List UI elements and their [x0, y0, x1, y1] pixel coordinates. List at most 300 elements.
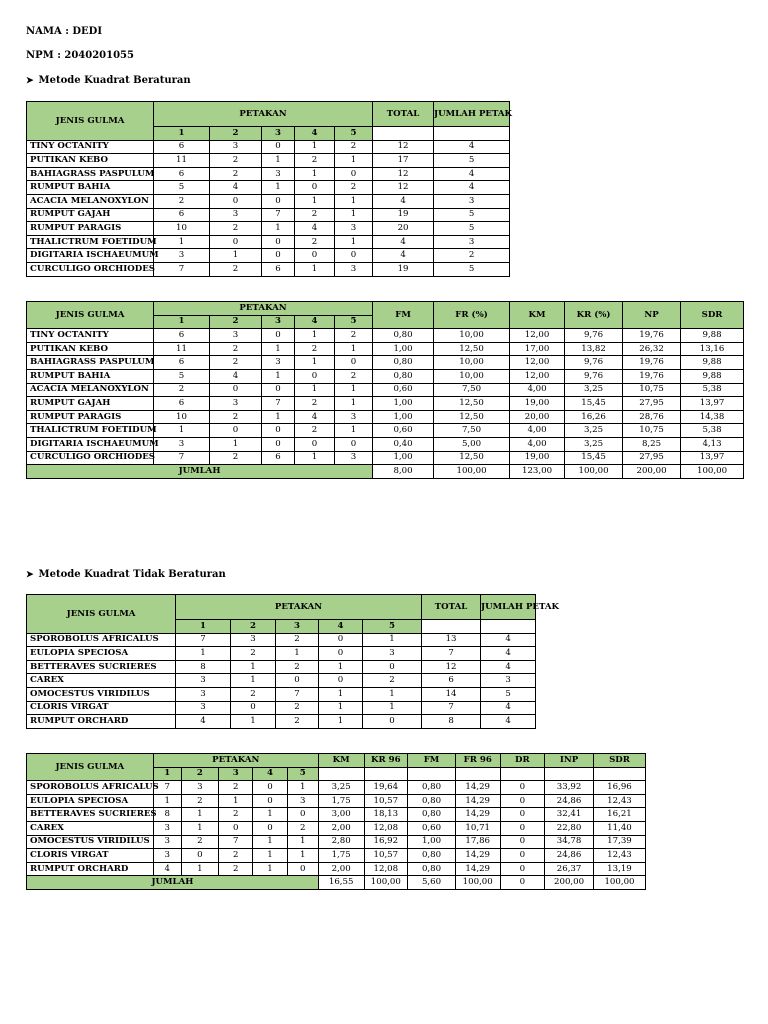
table-row: [27, 451, 744, 465]
sdr-value: 5,38: [681, 424, 744, 438]
plot-4-count: 0: [253, 794, 287, 808]
sdr-value: 13,97: [681, 451, 744, 465]
plot-3-count: 2: [276, 660, 319, 674]
plot-2-count: 2: [210, 356, 262, 370]
plot-2-count: 2: [210, 154, 262, 168]
np-value: 27,95: [623, 397, 681, 411]
table-row: [27, 262, 510, 276]
col-plot-4: 4: [295, 127, 335, 141]
jp-value: 4: [434, 181, 510, 195]
kr-value: 3,25: [565, 424, 623, 438]
plot-3-count: 3: [262, 167, 295, 181]
plot-4-count: 0: [295, 249, 335, 263]
empty-cell: [364, 767, 408, 781]
species-name: PUTIKAN KEBO: [27, 154, 154, 168]
species-name: THALICTRUM FOETIDUM: [27, 235, 154, 249]
plot-3-count: 7: [276, 687, 319, 701]
plot-1-count: 7: [176, 633, 231, 647]
col-plot-1: 1: [154, 315, 210, 329]
table-row: [27, 410, 744, 424]
fm-value: 0,80: [373, 329, 434, 343]
fr-value: 12,50: [434, 397, 510, 411]
total-sdr: 100,00: [593, 876, 645, 890]
total-fr: 100,00: [434, 465, 510, 479]
plot-3-count: 2: [219, 849, 253, 863]
plot-2-count: 1: [231, 715, 276, 729]
col-plot-4: 4: [319, 620, 363, 634]
plot-1-count: 4: [153, 862, 181, 876]
col-fm: FM: [373, 302, 434, 329]
plot-2-count: 3: [181, 781, 218, 795]
table-row: [27, 687, 536, 701]
jp-value: 4: [481, 633, 536, 647]
regular-quadrat-analysis-table: [26, 301, 744, 479]
col-petakan: PETAKAN: [153, 754, 318, 768]
plot-5-count: 0: [287, 862, 318, 876]
col-plot-1: 1: [153, 767, 181, 781]
plot-5-count: 1: [335, 424, 373, 438]
table-row: [27, 181, 510, 195]
inp-value: 34,78: [545, 835, 594, 849]
plot-4-count: 0: [295, 437, 335, 451]
species-name: CAREX: [27, 821, 154, 835]
plot-4-count: 2: [295, 397, 335, 411]
plot-3-count: 1: [262, 410, 295, 424]
fr-value: 14,29: [455, 849, 500, 863]
plot-1-count: 1: [154, 424, 210, 438]
dr-value: 0: [500, 862, 545, 876]
table-row: [27, 369, 744, 383]
species-name: RUMPUT PARAGIS: [27, 222, 154, 236]
plot-2-count: 2: [210, 410, 262, 424]
jp-value: 4: [481, 647, 536, 661]
plot-1-count: 3: [154, 249, 210, 263]
fm-value: 0,80: [408, 862, 456, 876]
plot-4-count: 1: [253, 849, 287, 863]
kr-value: 10,57: [364, 849, 408, 863]
plot-1-count: 10: [154, 222, 210, 236]
sdr-value: 16,96: [593, 781, 645, 795]
plot-3-count: 0: [262, 424, 295, 438]
km-value: 1,75: [318, 849, 364, 863]
km-value: 2,00: [318, 862, 364, 876]
plot-3-count: 0: [262, 437, 295, 451]
kr-value: 12,08: [364, 821, 408, 835]
kr-value: 16,92: [364, 835, 408, 849]
plot-4-count: 0: [253, 781, 287, 795]
species-name: DIGITARIA ISCHAEUMUM: [27, 249, 154, 263]
plot-5-count: 1: [335, 342, 373, 356]
total-fm: 8,00: [373, 465, 434, 479]
km-value: 4,00: [510, 437, 565, 451]
fr-value: 10,71: [455, 821, 500, 835]
plot-4-count: 0: [295, 181, 335, 195]
plot-2-count: 3: [210, 329, 262, 343]
species-name: DIGITARIA ISCHAEUMUM: [27, 437, 154, 451]
fm-value: 0,80: [408, 849, 456, 863]
col-np: NP: [623, 302, 681, 329]
np-value: 19,76: [623, 329, 681, 343]
plot-4-count: 1: [295, 329, 335, 343]
kr-value: 15,45: [565, 397, 623, 411]
plot-5-count: 3: [335, 451, 373, 465]
sdr-value: 11,40: [593, 821, 645, 835]
np-value: 10,75: [623, 424, 681, 438]
plot-3-count: 1: [262, 154, 295, 168]
plot-5-count: 3: [335, 262, 373, 276]
kr-value: 13,82: [565, 342, 623, 356]
jp-value: 2: [434, 249, 510, 263]
plot-1-count: 7: [154, 451, 210, 465]
plot-5-count: 2: [287, 821, 318, 835]
table-row: [27, 383, 744, 397]
col-plot-2: 2: [231, 620, 276, 634]
species-name: SPOROBOLUS AFRICALUS: [27, 781, 154, 795]
table-row: [27, 167, 510, 181]
km-value: 3,25: [318, 781, 364, 795]
plot-4-count: 0: [253, 821, 287, 835]
species-name: BAHIAGRASS PASPULUM: [27, 167, 154, 181]
plot-1-count: 6: [154, 208, 210, 222]
species-name: CAREX: [27, 674, 176, 688]
plot-5-count: 0: [335, 167, 373, 181]
plot-4-count: 2: [295, 208, 335, 222]
col-total: TOTAL: [373, 102, 434, 127]
jp-value: 4: [481, 715, 536, 729]
species-name: RUMPUT ORCHARD: [27, 862, 154, 876]
jp-value: 4: [434, 140, 510, 154]
table-row: [27, 208, 510, 222]
table-row: [27, 633, 536, 647]
kr-value: 9,76: [565, 356, 623, 370]
col-km: KM: [510, 302, 565, 329]
plot-1-count: 5: [154, 369, 210, 383]
fr-value: 10,00: [434, 329, 510, 343]
sdr-value: 12,43: [593, 849, 645, 863]
plot-3-count: 2: [219, 862, 253, 876]
table-row: [27, 674, 536, 688]
plot-5-count: 1: [287, 781, 318, 795]
inp-value: 33,92: [545, 781, 594, 795]
plot-4-count: 0: [319, 633, 363, 647]
plot-5-count: 0: [335, 249, 373, 263]
km-value: 4,00: [510, 424, 565, 438]
total-value: 14: [422, 687, 481, 701]
plot-2-count: 4: [210, 369, 262, 383]
dr-value: 0: [500, 821, 545, 835]
plot-3-count: 2: [276, 715, 319, 729]
col-plot-4: 4: [253, 767, 287, 781]
dr-value: 0: [500, 849, 545, 863]
species-name: RUMPUT BAHIA: [27, 369, 154, 383]
plot-3-count: 2: [276, 701, 319, 715]
fm-value: 1,00: [373, 397, 434, 411]
total-value: 12: [373, 181, 434, 195]
table-row: [27, 154, 510, 168]
col-jumlah-petak: JUMLAH PETAK: [434, 102, 510, 127]
fr-value: 12,50: [434, 342, 510, 356]
total-np: 200,00: [623, 465, 681, 479]
km-value: 20,00: [510, 410, 565, 424]
plot-1-count: 3: [153, 821, 181, 835]
plot-5-count: 2: [335, 140, 373, 154]
plot-1-count: 7: [153, 781, 181, 795]
dr-value: 0: [500, 781, 545, 795]
total-inp: 200,00: [545, 876, 594, 890]
species-name: RUMPUT ORCHARD: [27, 715, 176, 729]
plot-3-count: 3: [262, 356, 295, 370]
species-name: THALICTRUM FOETIDUM: [27, 424, 154, 438]
jp-value: 5: [434, 262, 510, 276]
species-name: RUMPUT PARAGIS: [27, 410, 154, 424]
plot-4-count: 0: [295, 369, 335, 383]
jp-value: 3: [434, 235, 510, 249]
fm-value: 1,00: [408, 835, 456, 849]
table-row: [27, 781, 646, 795]
fm-value: 1,00: [373, 451, 434, 465]
np-value: 19,76: [623, 369, 681, 383]
sdr-value: 13,97: [681, 397, 744, 411]
plot-5-count: 0: [287, 808, 318, 822]
km-value: 19,00: [510, 451, 565, 465]
table-row: [27, 397, 744, 411]
plot-3-count: 6: [262, 451, 295, 465]
empty-cell: [422, 620, 481, 634]
plot-4-count: 1: [295, 140, 335, 154]
kr-value: 15,45: [565, 451, 623, 465]
species-name: OMOCESTUS VIRIDILUS: [27, 835, 154, 849]
fr-value: 14,29: [455, 862, 500, 876]
plot-5-count: 3: [287, 794, 318, 808]
col-plot-3: 3: [219, 767, 253, 781]
plot-2-count: 3: [210, 397, 262, 411]
plot-1-count: 3: [153, 849, 181, 863]
fm-value: 0,80: [408, 781, 456, 795]
plot-3-count: 0: [262, 194, 295, 208]
plot-1-count: 1: [154, 235, 210, 249]
inp-value: 24,86: [545, 849, 594, 863]
table-row: [27, 660, 536, 674]
plot-2-count: 2: [181, 794, 218, 808]
plot-1-count: 4: [176, 715, 231, 729]
fm-value: 0,60: [373, 383, 434, 397]
km-value: 12,00: [510, 329, 565, 343]
fr-value: 17,86: [455, 835, 500, 849]
plot-5-count: 0: [335, 437, 373, 451]
jp-value: 3: [481, 674, 536, 688]
plot-5-count: 0: [363, 660, 422, 674]
col-plot-4: 4: [295, 315, 335, 329]
plot-1-count: 3: [176, 687, 231, 701]
dr-value: 0: [500, 794, 545, 808]
species-name: RUMPUT GAJAH: [27, 208, 154, 222]
table-row: [27, 715, 536, 729]
sdr-value: 12,43: [593, 794, 645, 808]
empty-cell: [593, 767, 645, 781]
col-plot-3: 3: [276, 620, 319, 634]
plot-3-count: 0: [219, 821, 253, 835]
fr-value: 10,00: [434, 356, 510, 370]
species-name: RUMPUT GAJAH: [27, 397, 154, 411]
plot-3-count: 0: [262, 329, 295, 343]
fr-value: 12,50: [434, 410, 510, 424]
plot-4-count: 1: [319, 715, 363, 729]
species-name: CURCULIGO ORCHIODES: [27, 451, 154, 465]
table-row: [27, 222, 510, 236]
plot-4-count: 1: [253, 808, 287, 822]
fm-value: 0,40: [373, 437, 434, 451]
plot-5-count: 1: [335, 208, 373, 222]
jp-value: 5: [434, 154, 510, 168]
plot-1-count: 1: [153, 794, 181, 808]
plot-2-count: 1: [231, 674, 276, 688]
plot-3-count: 7: [219, 835, 253, 849]
plot-5-count: 2: [363, 674, 422, 688]
plot-1-count: 6: [154, 329, 210, 343]
plot-4-count: 2: [295, 424, 335, 438]
student-name: NAMA : DEDI: [26, 26, 103, 37]
species-name: ACACIA MELANOXYLON: [27, 383, 154, 397]
table-row: [27, 701, 536, 715]
np-value: 8,25: [623, 437, 681, 451]
plot-4-count: 1: [253, 835, 287, 849]
plot-3-count: 2: [219, 808, 253, 822]
section-title: Metode Kuadrat Tidak Beraturan: [38, 569, 226, 580]
inp-value: 22,80: [545, 821, 594, 835]
plot-5-count: 1: [363, 687, 422, 701]
plot-2-count: 1: [181, 862, 218, 876]
sdr-value: 5,38: [681, 383, 744, 397]
plot-1-count: 3: [154, 437, 210, 451]
total-km: 123,00: [510, 465, 565, 479]
table-row: [27, 424, 744, 438]
np-value: 10,75: [623, 383, 681, 397]
plot-2-count: 2: [181, 835, 218, 849]
km-value: 3,00: [318, 808, 364, 822]
total-km: 16,55: [318, 876, 364, 890]
col-plot-1: 1: [154, 127, 210, 141]
total-value: 7: [422, 647, 481, 661]
plot-1-count: 10: [154, 410, 210, 424]
col-total: TOTAL: [422, 595, 481, 620]
plot-3-count: 0: [262, 235, 295, 249]
empty-cell: [500, 767, 545, 781]
plot-5-count: 1: [363, 633, 422, 647]
table-row: [27, 821, 646, 835]
plot-2-count: 2: [231, 687, 276, 701]
empty-cell: [545, 767, 594, 781]
plot-4-count: 1: [319, 687, 363, 701]
fm-value: 0,80: [373, 356, 434, 370]
km-value: 17,00: [510, 342, 565, 356]
plot-1-count: 6: [154, 397, 210, 411]
plot-2-count: 0: [231, 701, 276, 715]
plot-5-count: 1: [335, 397, 373, 411]
plot-1-count: 11: [154, 154, 210, 168]
kr-value: 9,76: [565, 369, 623, 383]
sdr-value: 4,13: [681, 437, 744, 451]
jumlah-label: JUMLAH: [27, 876, 319, 890]
jp-value: 4: [481, 701, 536, 715]
plot-4-count: 2: [295, 154, 335, 168]
species-name: EULOPIA SPECIOSA: [27, 647, 176, 661]
col-sdr: SDR: [593, 754, 645, 768]
col-petakan: PETAKAN: [154, 102, 373, 127]
total-dr: 0: [500, 876, 545, 890]
table-row: [27, 849, 646, 863]
empty-cell: [455, 767, 500, 781]
np-value: 19,76: [623, 356, 681, 370]
total-value: 12: [373, 167, 434, 181]
total-value: 6: [422, 674, 481, 688]
kr-value: 10,57: [364, 794, 408, 808]
section-regular-quadrat: [26, 75, 191, 86]
plot-2-count: 0: [210, 194, 262, 208]
plot-1-count: 1: [176, 647, 231, 661]
km-value: 19,00: [510, 397, 565, 411]
km-value: 2,00: [318, 821, 364, 835]
col-petakan: PETAKAN: [154, 302, 373, 316]
total-value: 20: [373, 222, 434, 236]
km-value: 4,00: [510, 383, 565, 397]
plot-2-count: 0: [210, 383, 262, 397]
jp-value: 5: [481, 687, 536, 701]
col-fm: FM: [408, 754, 456, 768]
inp-value: 24,86: [545, 794, 594, 808]
jp-value: 5: [434, 208, 510, 222]
km-value: 12,00: [510, 356, 565, 370]
plot-3-count: 0: [262, 249, 295, 263]
col-plot-5: 5: [363, 620, 422, 634]
plot-5-count: 2: [335, 181, 373, 195]
total-value: 17: [373, 154, 434, 168]
species-name: TINY OCTANITY: [27, 329, 154, 343]
dr-value: 0: [500, 835, 545, 849]
plot-1-count: 7: [154, 262, 210, 276]
species-name: CLORIS VIRGAT: [27, 701, 176, 715]
col-plot-2: 2: [210, 315, 262, 329]
plot-1-count: 2: [154, 383, 210, 397]
plot-4-count: 2: [295, 342, 335, 356]
col-jenis-gulma: JENIS GULMA: [27, 754, 154, 781]
total-value: 7: [422, 701, 481, 715]
plot-5-count: 1: [335, 383, 373, 397]
kr-value: 18,13: [364, 808, 408, 822]
species-name: BETTERAVES SUCRIERES: [27, 808, 154, 822]
total-value: 4: [373, 194, 434, 208]
plot-3-count: 0: [262, 383, 295, 397]
plot-2-count: 2: [210, 451, 262, 465]
fm-value: 1,00: [373, 342, 434, 356]
fm-value: 0,80: [373, 369, 434, 383]
sdr-value: 9,88: [681, 369, 744, 383]
total-value: 13: [422, 633, 481, 647]
jp-value: 3: [434, 194, 510, 208]
plot-4-count: 1: [295, 356, 335, 370]
col-plot-5: 5: [287, 767, 318, 781]
plot-3-count: 1: [262, 369, 295, 383]
plot-5-count: 0: [363, 715, 422, 729]
plot-3-count: 1: [276, 647, 319, 661]
arrow-bullet-icon: ➤: [26, 75, 34, 86]
total-value: 19: [373, 208, 434, 222]
table-row: [27, 862, 646, 876]
section-title: Metode Kuadrat Beraturan: [38, 75, 191, 86]
irregular-quadrat-analysis-table: [26, 753, 646, 890]
plot-4-count: 1: [295, 262, 335, 276]
plot-2-count: 0: [181, 849, 218, 863]
plot-5-count: 3: [363, 647, 422, 661]
